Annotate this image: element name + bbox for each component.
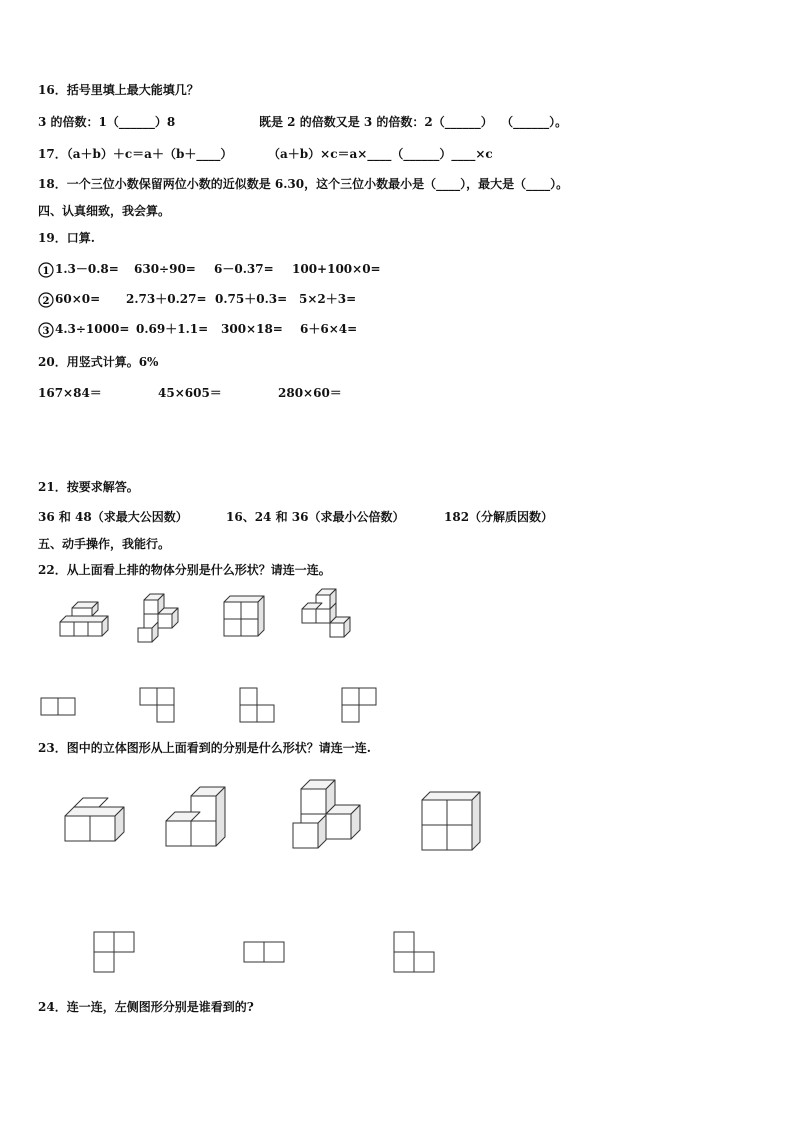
q22-solid-b[interactable] [130,590,190,645]
q19-item: 2.73＋0.27= [126,292,207,306]
q22-view-b[interactable] [138,686,178,726]
q22-view-c[interactable] [238,686,278,726]
q23-solid-a[interactable] [60,796,135,848]
q16-part2: 既是 2 的倍数又是 3 的倍数：2（______） （______）。 [259,115,568,129]
q21-title: 21．按要求解答。 [38,480,139,494]
q23-solid-c[interactable] [287,778,367,854]
q17-part1: 17．（a＋b）＋c＝a＋（b＋____） [38,147,233,161]
q19-item: 6－0.37= [214,262,274,276]
q19-item: 630÷90= [134,262,196,276]
q20-item: 280×60＝ [278,386,342,400]
q21-item: 182（分解质因数） [444,510,554,524]
q22-view-a[interactable] [40,696,80,718]
q24-title: 24．连一连，左侧图形分别是谁看到的? [38,1000,254,1014]
q19-item: 6＋6×4= [300,322,358,336]
q22-title: 22．从上面看上排的物体分别是什么形状？请连一连。 [38,563,331,577]
q23-solid-b[interactable] [160,785,235,851]
q19-item: 300×18= [221,322,283,336]
q19-item: 0.69＋1.1= [136,322,209,336]
q19-title: 19．口算. [38,231,95,245]
q22-solid-c[interactable] [220,592,270,640]
q16-title: 16．括号里填上最大能填几？ [38,83,199,97]
q19-row-1-marker: 1 [42,266,50,277]
q19-item: 1.3－0.8= [55,262,119,276]
q20-item: 167×84＝ [38,386,102,400]
q21-item: 16、24 和 36（求最小公倍数） [226,510,405,524]
q23-view-c[interactable] [392,930,440,978]
q16-part1: 3 的倍数：1（______）8 [38,115,176,129]
q17-part2: （a＋b）×c＝a×____（______）____×c [268,147,493,161]
q23-solid-d[interactable] [418,788,488,858]
q22-solid-d[interactable] [298,585,358,643]
q23-view-a[interactable] [92,930,140,978]
q20-title: 20．用竖式计算。6% [38,355,159,369]
q22-solid-a[interactable] [50,600,110,645]
q19-item: 100+100×0= [292,262,381,276]
section4-title: 四、认真细致，我会算。 [38,204,171,218]
q19-item: 0.75＋0.3= [215,292,288,306]
q19-row-2-marker: 2 [42,296,50,307]
q19-row-3-marker: 3 [42,326,50,337]
q19-item: 5×2＋3= [299,292,357,306]
q23-view-b[interactable] [242,940,290,968]
section5-title: 五、动手操作，我能行。 [38,537,171,551]
q22-view-d[interactable] [340,686,380,726]
circled-number-1-icon [38,262,54,278]
q20-item: 45×605＝ [158,386,222,400]
q19-item: 4.3÷1000= [55,322,130,336]
q18-text: 18．一个三位小数保留两位小数的近似数是 6.30，这个三位小数最小是（____），最大是（____）。 [38,177,569,191]
q19-item: 60×0= [55,292,101,306]
circled-number-3-icon [38,322,54,338]
q23-title: 23．图中的立体图形从上面看到的分别是什么形状？请连一连. [38,741,371,755]
circled-number-2-icon [38,292,54,308]
q21-item: 36 和 48（求最大公因数） [38,510,188,524]
